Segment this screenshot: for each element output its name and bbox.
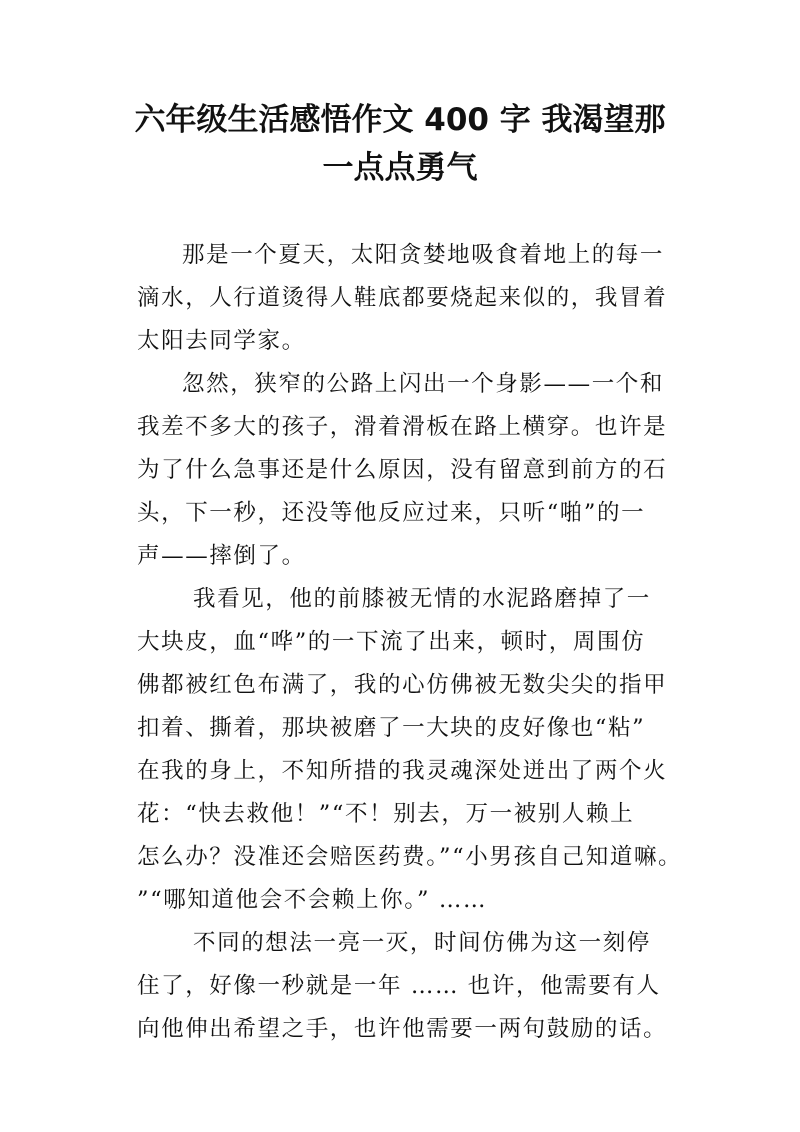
text-line: 声——摔倒了。 xyxy=(137,543,306,569)
page-title xyxy=(100,96,700,192)
text-line: 忽然，狭窄的公路上闪出一个身影——一个和 xyxy=(182,371,665,397)
text-line: 不同的想法一亮一灭，时间仿佛为这一刻停 xyxy=(193,930,651,956)
text-line: 太阳去同学家。 xyxy=(137,328,306,354)
title-line-2: 一点点勇气 xyxy=(322,150,478,186)
text-line: 住了，好像一秒就是一年 …… 也许，他需要有人 xyxy=(137,973,661,999)
text-line: 扣着、撕着，那块被磨了一大块的皮好像也“粘” xyxy=(137,715,646,741)
text-line: 那是一个夏天，太阳贪婪地吸食着地上的每一 xyxy=(182,242,665,268)
text-line: 为了什么急事还是什么原因，没有留意到前方的石 xyxy=(137,457,668,483)
text-line: 大块皮，血“哗”的一下流了出来，顿时，周围仿 xyxy=(137,629,646,655)
text-line: 在我的身上，不知所措的我灵魂深处迸出了两个火 xyxy=(137,758,668,784)
text-line: ”“哪知道他会不会赖上你。” …… xyxy=(137,887,488,913)
title-line-1: 六年级生活感悟作文 400 字 我渴望那 xyxy=(134,102,666,138)
text-line: 向他伸出希望之手，也许他需要一两句鼓励的话。 xyxy=(137,1016,668,1042)
text-line: 佛都被红色布满了，我的心仿佛被无数尖尖的指甲 xyxy=(137,672,668,698)
text-line: 怎么办？没准还会赔医药费。”“小男孩自己知道嘛。 xyxy=(137,844,683,870)
text-line: 花：“快去救他！”“不！别去，万一被别人赖上 xyxy=(137,801,635,827)
text-line: 我差不多大的孩子，滑着滑板在路上横穿。也许是 xyxy=(137,414,668,440)
text-line: 滴水，人行道烫得人鞋底都要烧起来似的，我冒着 xyxy=(137,285,668,311)
text-line: 头，下一秒，还没等他反应过来，只听“啪”的一 xyxy=(137,500,646,526)
text-line: 我看见，他的前膝被无情的水泥路磨掉了一 xyxy=(193,586,651,612)
